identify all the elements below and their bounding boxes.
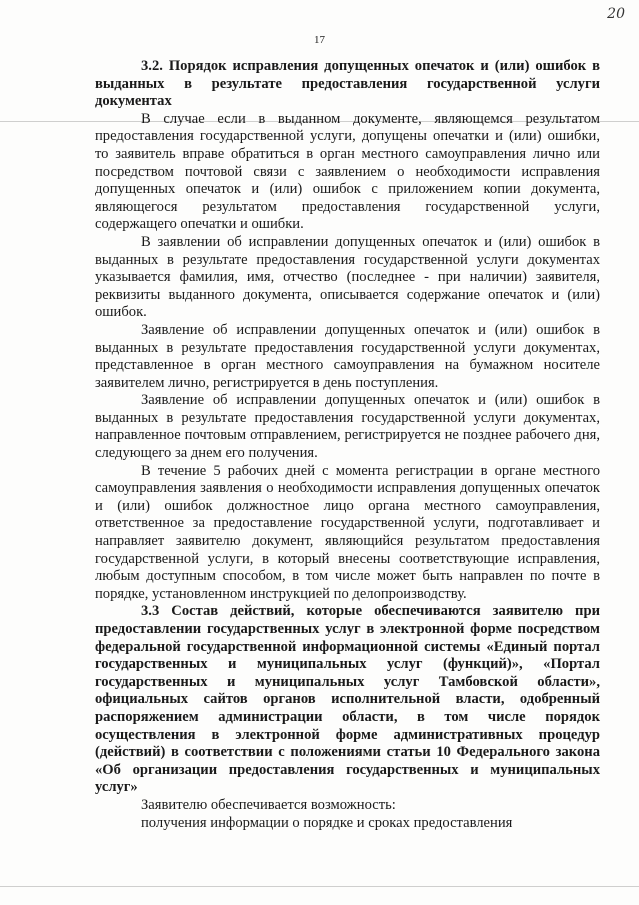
scan-artifact-line — [0, 886, 639, 887]
page-number: 17 — [314, 34, 325, 46]
paragraph: В случае если в выданном документе, являющемся результатом предоставления государственной услуги, допущены опечатки и (или) ошибки, то заявитель вправе обратиться в орган местного самоуправления лично или посредством почтовой связи с заявлением о необходимости исправления допущенных опечаток и (или) ошибок с приложением копии документа, являющегося результатом предоставления государственной услуги, содержащего опечатки и ошибки. — [95, 110, 600, 233]
paragraph: В заявлении об исправлении допущенных опечаток и (или) ошибок в выданных в результате предоставления государственной услуги документах указывается фамилия, имя, отчество (последнее - при наличии) заявителя, реквизиты выданного документа, описывается содержание опечаток и (или) ошибок. — [95, 233, 600, 321]
scan-artifact-line — [0, 121, 639, 122]
paragraph: В течение 5 рабочих дней с момента регистрации в органе местного самоуправления заявления о необходимости исправления допущенных опечаток и (или) ошибок должностное лицо органа местного самоуправления, ответственное за предоставление государственной услуги, подготавливает и направляет заявителю документ, являющийся результатом предоставления государственной услуги, в который внесены соответствующие исправления, любым доступным способом, в том числе может быть направлен по почте в порядке, установленном инструкцией по делопроизводству. — [95, 462, 600, 602]
paragraph: получения информации о порядке и сроках предоставления — [141, 814, 513, 831]
handwritten-page-mark: 20 — [607, 6, 625, 22]
paragraph: Заявление об исправлении допущенных опечаток и (или) ошибок в выданных в результате предоставления государственной услуги документах, представленное в орган местного самоуправления на бумажном носителе заявителем лично, регистрируется в день поступления. — [95, 321, 600, 391]
section-heading-3-3: 3.3 Состав действий, которые обеспечиваются заявителю при предоставлении государственных услуг в электронной форме посредством федеральной государственной информационной системы «Единый портал государственных и муниципальных услуг (функций)», «Портал государственных и муниципальных услуг Тамбовской области», официальных сайтов органов исполнительной власти, одобренный распоряжением администрации области, в том числе порядок осуществления в электронной форме административных процедур (действий) в соответствии с положениями статьи 10 Федерального закона «Об организации предоставления государственных и муниципальных услуг» — [95, 603, 600, 796]
paragraph: Заявителю обеспечивается возможность: — [141, 796, 396, 813]
paragraph: Заявление об исправлении допущенных опечаток и (или) ошибок в выданных в результате предоставления государственной услуги документах, направленное почтовым отправлением, регистрируется не позднее рабочего дня, следующего за днем его получения. — [95, 392, 600, 462]
section-heading-3-2: 3.2. Порядок исправления допущенных опечаток и (или) ошибок в выданных в результате предоставления государственной услуги документах — [95, 58, 600, 110]
document-body — [95, 58, 600, 832]
